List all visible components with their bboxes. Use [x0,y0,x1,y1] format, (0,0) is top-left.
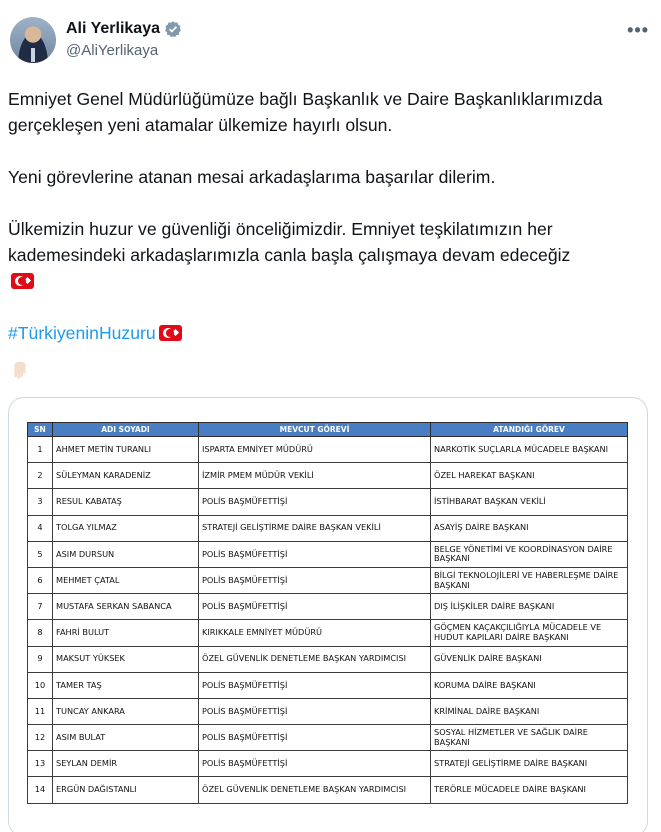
turkey-flag-icon [159,325,182,341]
cell-current-duty: ISPARTA EMNİYET MÜDÜRÜ [199,437,431,463]
display-name-text[interactable]: Ali Yerlikaya [66,20,160,37]
avatar[interactable] [10,17,56,63]
table-row [28,646,628,672]
turkey-flag-icon [11,273,34,289]
table-row [28,594,628,620]
cell-new-duty: İSTİHBARAT BAŞKAN VEKİLİ [431,489,628,515]
table-row [28,437,628,463]
table-row [28,672,628,698]
cell-sn: 5 [28,541,53,567]
cell-name: MAKSUT YÜKSEK [53,646,199,672]
cell-sn: 7 [28,594,53,620]
cell-current-duty: ÖZEL GÜVENLİK DENETLEME BAŞKAN YARDIMCISI [199,646,431,672]
cell-name: AHMET METİN TURANLI [53,437,199,463]
appointments-table [27,422,628,804]
author-names [66,20,182,59]
cell-sn: 11 [28,698,53,724]
cell-new-duty: ÖZEL HAREKAT BAŞKANI [431,463,628,489]
cell-name: FAHRİ BULUT [53,620,199,646]
hashtag-link[interactable]: #TürkiyeninHuzuru [8,323,156,343]
table-row [28,777,628,803]
cell-current-duty: POLİS BAŞMÜFETTİŞİ [199,751,431,777]
cell-new-duty: ASAYİŞ DAİRE BAŞKANI [431,515,628,541]
cell-sn: 9 [28,646,53,672]
tweet-paragraph-3 [8,216,648,294]
table-row [28,541,628,567]
cell-name: SEYLAN DEMİR [53,751,199,777]
table-row [28,515,628,541]
cell-new-duty: DIŞ İLİŞKİLER DAİRE BAŞKANI [431,594,628,620]
cell-new-duty: SOSYAL HİZMETLER VE SAĞLIK DAİRE BAŞKANI [431,725,628,751]
cell-name: TAMER TAŞ [53,672,199,698]
tweet-paragraph-1: Emniyet Genel Müdürlüğümüze bağlı Başkanlık ve Daire Başkanlıklarımızda gerçekleşen yeni atamalar ülkemize hayırlı olsun. [8,89,603,135]
table-row [28,725,628,751]
tweet-header [8,14,649,70]
table-header-row [28,423,628,437]
verified-badge-icon [164,20,182,38]
cell-current-duty: STRATEJİ GELİŞTİRME DAİRE BAŞKAN VEKİLİ [199,515,431,541]
tweet-hashtag-line [8,320,648,346]
cell-current-duty: ÖZEL GÜVENLİK DENETLEME BAŞKAN YARDIMCISI [199,777,431,803]
cell-sn: 2 [28,463,53,489]
cell-new-duty: GÖÇMEN KAÇAKÇILIĞIYLA MÜCADELE VE HUDUT KAPILARI DAİRE BAŞKANI [431,620,628,646]
cell-new-duty: BİLGİ TEKNOLOJİLERİ VE HABERLEŞME DAİRE BAŞKANI [431,567,628,593]
cell-sn: 13 [28,751,53,777]
table-row [28,620,628,646]
cell-new-duty: TERÖRLE MÜCADELE DAİRE BAŞKANI [431,777,628,803]
pointing-down-hand-icon [10,360,30,380]
column-header-name: ADI SOYADI [53,423,199,437]
tweet-text [8,86,648,346]
cell-new-duty: BELGE YÖNETİMİ VE KOORDİNASYON DAİRE BAŞKANI [431,541,628,567]
author-display-name[interactable] [66,20,182,38]
cell-current-duty: POLİS BAŞMÜFETTİŞİ [199,567,431,593]
more-options-icon[interactable]: ••• [627,20,649,40]
column-header-new-duty: ATANDIĞI GÖREV [431,423,628,437]
cell-current-duty: POLİS BAŞMÜFETTİŞİ [199,594,431,620]
cell-sn: 14 [28,777,53,803]
tweet-paragraph-2: Yeni görevlerine atanan mesai arkadaşlarıma başarılar dilerim. [8,167,496,187]
column-header-current-duty: MEVCUT GÖREVİ [199,423,431,437]
table-row [28,463,628,489]
cell-name: RESUL KABATAŞ [53,489,199,515]
author-handle[interactable]: @AliYerlikaya [66,42,159,59]
cell-current-duty: POLİS BAŞMÜFETTİŞİ [199,489,431,515]
column-header-sn: SN [28,423,53,437]
cell-sn: 12 [28,725,53,751]
cell-name: ERGÜN DAĞISTANLI [53,777,199,803]
cell-sn: 10 [28,672,53,698]
cell-new-duty: NARKOTİK SUÇLARLA MÜCADELE BAŞKANI [431,437,628,463]
cell-sn: 4 [28,515,53,541]
table-row [28,567,628,593]
table-row [28,489,628,515]
cell-new-duty: KRİMİNAL DAİRE BAŞKANI [431,698,628,724]
cell-current-duty: POLİS BAŞMÜFETTİŞİ [199,725,431,751]
cell-sn: 1 [28,437,53,463]
cell-new-duty: STRATEJİ GELİŞTİRME DAİRE BAŞKANI [431,751,628,777]
cell-sn: 8 [28,620,53,646]
cell-new-duty: GÜVENLİK DAİRE BAŞKANI [431,646,628,672]
cell-new-duty: KORUMA DAİRE BAŞKANI [431,672,628,698]
cell-name: TOLGA YILMAZ [53,515,199,541]
cell-name: ASIM BULAT [53,725,199,751]
cell-sn: 3 [28,489,53,515]
cell-name: MEHMET ÇATAL [53,567,199,593]
cell-name: ASIM DURSUN [53,541,199,567]
cell-current-duty: POLİS BAŞMÜFETTİŞİ [199,698,431,724]
attached-image[interactable] [8,397,648,832]
cell-sn: 6 [28,567,53,593]
cell-current-duty: POLİS BAŞMÜFETTİŞİ [199,541,431,567]
cell-current-duty: POLİS BAŞMÜFETTİŞİ [199,672,431,698]
cell-name: TUNCAY ANKARA [53,698,199,724]
cell-current-duty: KIRIKKALE EMNİYET MÜDÜRÜ [199,620,431,646]
cell-name: MUSTAFA SERKAN SABANCA [53,594,199,620]
table-row [28,698,628,724]
table-body [28,437,628,804]
cell-current-duty: İZMİR PMEM MÜDÜR VEKİLİ [199,463,431,489]
cell-name: SÜLEYMAN KARADENİZ [53,463,199,489]
table-row [28,751,628,777]
tweet-paragraph-3-text: Ülkemizin huzur ve güvenliği önceliğimizdir. Emniyet teşkilatımızın her kademesindeki arkadaşlarımızla canla başla çalışmaya devam edeceğiz [8,219,571,265]
